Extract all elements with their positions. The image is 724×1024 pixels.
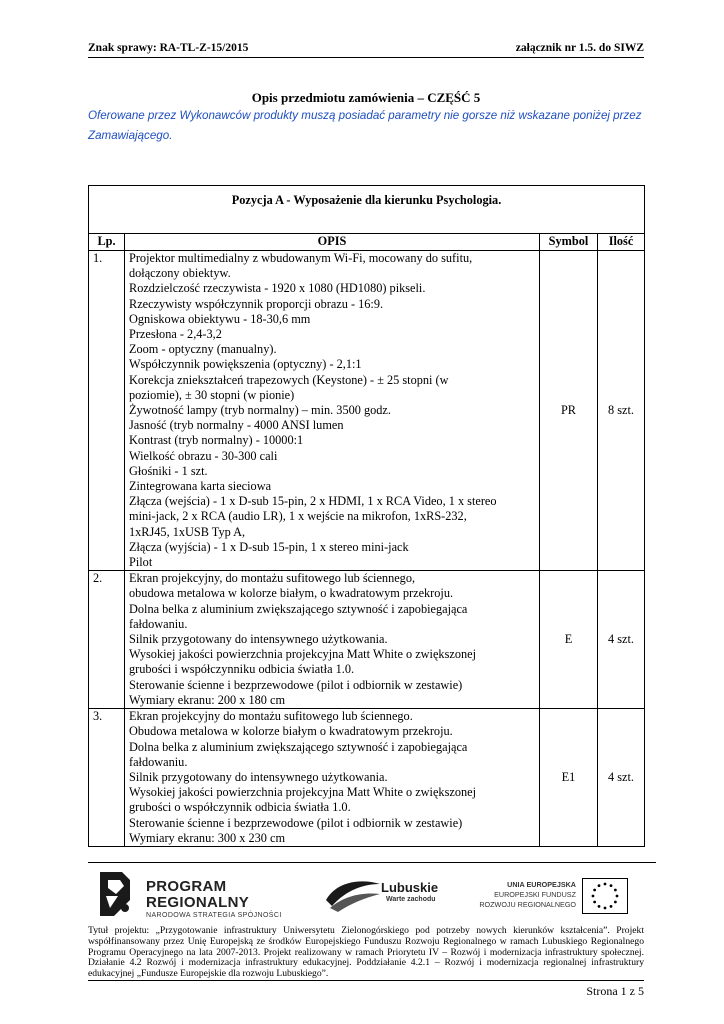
description-line: dołączony obiektyw. xyxy=(129,266,231,281)
description-line: Ekran projekcyjny, do montażu sufitowego lub ściennego, xyxy=(129,571,416,586)
description-line: Ogniskowa obiektywu - 18-30,6 mm xyxy=(129,311,311,326)
row-quantity: 8 szt. xyxy=(598,251,645,571)
program-regionalny-logo-icon xyxy=(96,870,136,918)
description-line: grubości i współczynniku odbicia światła 1.0. xyxy=(129,662,355,677)
specification-table xyxy=(88,185,645,847)
section-heading: Pozycja A - Wyposażenie dla kierunku Psychologia. xyxy=(89,186,645,234)
description-line: Zoom - optyczny (manualny). xyxy=(129,342,277,357)
description-line: Żywotność lampy (tryb normalny) – min. 3500 godz. xyxy=(129,403,391,418)
description-line: fałdowaniu. xyxy=(129,754,188,769)
row-lp: 2. xyxy=(89,571,125,709)
description-line: poziomie), ± 30 stopni (w pionie) xyxy=(129,387,295,402)
column-header-row xyxy=(89,234,645,251)
eu-star-icon xyxy=(610,905,613,908)
eu-star-icon xyxy=(610,884,613,887)
description-line: Obudowa metalowa w kolorze białym o kwadratowym przekroju. xyxy=(129,724,453,739)
column-opis: OPIS xyxy=(125,234,540,251)
page-footer-divider xyxy=(88,980,644,981)
eu-label: UNIA EUROPEJSKA xyxy=(507,880,576,889)
description-line: Ekran projekcyjny do montażu sufitowego lub ściennego. xyxy=(129,709,413,724)
eu-star-icon xyxy=(593,901,596,904)
description-line: fałdowaniu. xyxy=(129,616,188,631)
description-line: Wysokiej jakości powierzchnia projekcyjna Matt White o zwiększonej xyxy=(129,647,476,662)
eu-star-icon xyxy=(604,883,607,886)
program-text: PROGRAM xyxy=(146,878,227,895)
eu-star-icon xyxy=(614,889,617,892)
description-line: Korekcja zniekształceń trapezowych (Keystone) - ± 25 stopni (w xyxy=(129,372,449,387)
row-quantity: 4 szt. xyxy=(598,571,645,709)
funding-logos xyxy=(96,866,656,926)
document-title: Opis przedmiotu zamówienia – CZĘŚĆ 5 xyxy=(251,90,481,105)
row-symbol: E xyxy=(540,571,598,709)
row-description xyxy=(125,709,540,847)
case-number: Znak sprawy: RA-TL-Z-15/2015 xyxy=(88,42,249,54)
description-line: Dolna belka z aluminium zwiększającego sztywność i zapobiegająca xyxy=(129,739,468,754)
lubuskie-name: Lubuskie xyxy=(381,880,439,895)
footer-divider xyxy=(88,862,656,863)
description-line: Kontrast (tryb normalny) - 10000:1 xyxy=(129,433,304,448)
description-line: Silnik przygotowany do intensywnego użytkowania. xyxy=(129,632,388,647)
eu-star-icon xyxy=(592,895,595,898)
description-line: obudowa metalowa w kolorze białym, o kwadratowym przekroju. xyxy=(129,586,454,601)
table-row xyxy=(89,709,645,847)
description-line: Złącza (wyjścia) - 1 x D-sub 15-pin, 1 x stereo mini-jack xyxy=(129,539,409,554)
row-description xyxy=(125,251,540,571)
description-line: grubości o współczynnik odbicia światła 1.0. xyxy=(129,800,351,815)
description-line: Wymiary ekranu: 200 x 180 cm xyxy=(129,692,286,707)
description-line: Pilot xyxy=(129,555,153,570)
column-symbol: Symbol xyxy=(540,234,598,251)
description-line: Rzeczywisty współczynnik proporcji obrazu - 16:9. xyxy=(129,296,384,311)
description-line: 1xRJ45, 1xUSB Typ A, xyxy=(129,524,246,539)
eu-fund-label: EUROPEJSKI FUNDUSZ xyxy=(494,890,576,899)
column-lp: Lp. xyxy=(89,234,125,251)
lubuskie-logo-icon xyxy=(324,874,382,914)
description-line: Współczynnik powiększenia (optyczny) - 2,1:1 xyxy=(129,357,362,372)
description-line: Jasność (tryb normalny - 4000 ANSI lumen xyxy=(129,418,344,433)
eu-star-icon xyxy=(593,889,596,892)
project-description: Tytuł projektu: „Przygotowanie infrastruktury Uniwersytetu Zielonogórskiego pod potrzeby nowych kierunków kształcenia”. Projekt współfinansowany przez Unię Europejską ze środków Europejskiego Funduszu Rozwoju Regionalnego w ramach Lubuskiego Regionalnego Programu Operacyjnego na lata 2007-2013. Projekt realizowany w ramach Priorytetu IV – Rozwój i modernizacja infrastruktury społecznej. Działanie 4.2 Rozwój i modernizacja infrastruktury edukacyjnej. Poddziałanie 4.2.1 – Rozwój i modernizacja regionalnej infrastruktury edukacyjnej „Fundusze Europejskie dla rozwoju Lubuskiego”. xyxy=(88,925,644,980)
eu-flag-icon xyxy=(582,878,628,914)
row-symbol: PR xyxy=(540,251,598,571)
description-line: Projektor multimedialny z wbudowanym Wi-Fi, mocowany do sufitu, xyxy=(129,251,473,265)
table-body xyxy=(89,251,645,847)
lubuskie-tagline: Warte zachodu xyxy=(386,896,436,903)
eu-star-icon xyxy=(616,895,619,898)
column-ilosc: Ilość xyxy=(598,234,645,251)
description-line: Rozdzielczość rzeczywista - 1920 x 1080 (HD1080) pikseli. xyxy=(129,281,426,296)
description-line: Sterowanie ścienne i bezprzewodowe (pilot i odbiornik w zestawie) xyxy=(129,677,463,692)
description-line: mini-jack, 2 x RCA (audio LR), 1 x wejście na mikrofon, 1xRS-232, xyxy=(129,509,467,524)
description-line: Dolna belka z aluminium zwiększającego sztywność i zapobiegająca xyxy=(129,601,468,616)
strategy-text: NARODOWA STRATEGIA SPÓJNOŚCI xyxy=(146,912,282,919)
eu-regional-label: ROZWOJU REGIONALNEGO xyxy=(479,900,576,909)
table-row xyxy=(89,251,645,571)
description-line: Głośniki - 1 szt. xyxy=(129,463,208,478)
description-line: Przesłona - 2,4-3,2 xyxy=(129,327,222,342)
eu-star-icon xyxy=(604,907,607,910)
row-symbol: E1 xyxy=(540,709,598,847)
row-lp: 3. xyxy=(89,709,125,847)
page-number: Strona 1 z 5 xyxy=(586,984,644,998)
description-line: Silnik przygotowany do intensywnego użytkowania. xyxy=(129,769,388,784)
row-lp: 1. xyxy=(89,251,125,571)
description-line: Zintegrowana karta sieciowa xyxy=(129,479,272,494)
row-description xyxy=(125,571,540,709)
row-quantity: 4 szt. xyxy=(598,709,645,847)
regionalny-text: REGIONALNY xyxy=(146,894,250,911)
eu-star-icon xyxy=(598,884,601,887)
eu-star-icon xyxy=(614,901,617,904)
requirements-note: Oferowane przez Wykonawców produkty muszą posiadać parametry nie gorsze niż wskazane poniżej przez Zamawiającego. xyxy=(88,109,642,142)
description-line: Sterowanie ścienne i bezprzewodowe (pilot i odbiornik w zestawie) xyxy=(129,815,463,830)
description-line: Wielkość obrazu - 30-300 cali xyxy=(129,448,278,463)
eu-star-icon xyxy=(598,905,601,908)
page-header xyxy=(88,42,644,58)
description-line: Złącza (wejścia) - 1 x D-sub 15-pin, 2 x HDMI, 1 x RCA Video, 1 x stereo xyxy=(129,494,497,509)
attachment-label: załącznik nr 1.5. do SIWZ xyxy=(515,42,644,54)
description-line: Wymiary ekranu: 300 x 230 cm xyxy=(129,830,286,845)
table-row xyxy=(89,571,645,709)
description-line: Wysokiej jakości powierzchnia projekcyjna Matt White o zwiększonej xyxy=(129,785,476,800)
